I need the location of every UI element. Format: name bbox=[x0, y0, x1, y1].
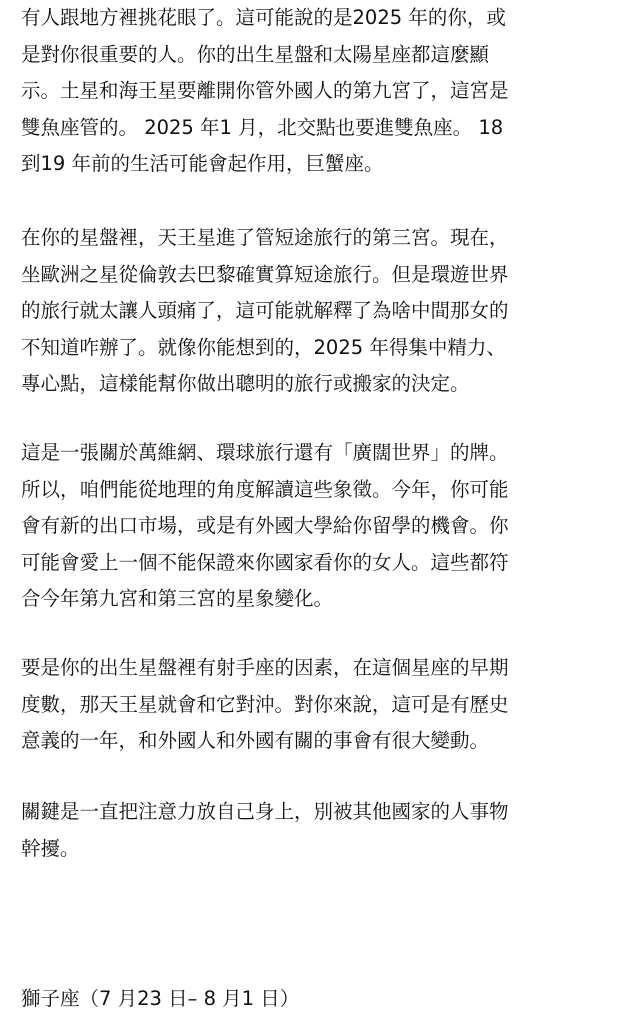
text-line: 雙魚座管的。 2025 年1 月，北交點也要進雙魚座。 18 bbox=[21, 115, 504, 139]
text-line: 所以，咱們能從地理的角度解讀這些象徵。今年，你可能 bbox=[21, 477, 509, 501]
text-line: 幹擾。 bbox=[21, 836, 80, 860]
text-line: 要是你的出生星盤裡有射手座的因素，在這個星座的早期 bbox=[21, 656, 509, 679]
text-line: 合今年第九宮和第三宮的星象變化。 bbox=[21, 587, 334, 611]
text-line: 會有新的出口市場，或是有外國大學給你留學的機會。你 bbox=[21, 514, 509, 538]
text-line: 這是一張關於萬維網、環球旅行還有「廣闊世界」的牌。 bbox=[21, 441, 509, 464]
paragraph-4 bbox=[21, 650, 509, 760]
text-line: 在你的星盤裡，天王星進了管短途旅行的第三宮。現在， bbox=[21, 226, 509, 249]
text-line: 專心點，這樣能幫你做出聰明的旅行或搬家的決定。 bbox=[21, 372, 470, 396]
text-line: 不知道咋辦了。就像你能想到的，2025 年得集中精力、 bbox=[21, 335, 506, 359]
next-section-heading: 獅子座（7 月23 日– 8 月1 日） bbox=[21, 987, 300, 1010]
paragraph-2 bbox=[21, 220, 509, 403]
text-line: 示。土星和海王星要離開你管外國人的第九宮了，這宮是 bbox=[21, 79, 509, 103]
paragraph-1 bbox=[21, 0, 509, 183]
text-line: 度數，那天王星就會和它對沖。對你來說，這可是有歷史 bbox=[21, 692, 509, 716]
text-line: 可能會愛上一個不能保證來你國家看你的女人。這些都符 bbox=[21, 550, 509, 574]
text-line: 有人跟地方裡挑花眼了。這可能說的是2025 年的你，或 bbox=[21, 6, 506, 29]
text-line: 關鍵是一直把注意力放自己身上，別被其他國家的人事物 bbox=[21, 800, 509, 823]
paragraph-3 bbox=[21, 435, 509, 618]
paragraph-5 bbox=[21, 794, 509, 867]
text-line: 意義的一年，和外國人和外國有關的事會有很大變動。 bbox=[21, 729, 490, 753]
text-line: 是對你很重要的人。你的出生星盤和太陽星座都這麼顯 bbox=[21, 42, 490, 66]
text-line: 坐歐洲之星從倫敦去巴黎確實算短途旅行。但是環遊世界 bbox=[21, 262, 509, 286]
text-line: 的旅行就太讓人頭痛了，這可能就解釋了為啥中間那女的 bbox=[21, 299, 509, 323]
text-line: 到19 年前的生活可能會起作用，巨蟹座。 bbox=[21, 152, 384, 176]
